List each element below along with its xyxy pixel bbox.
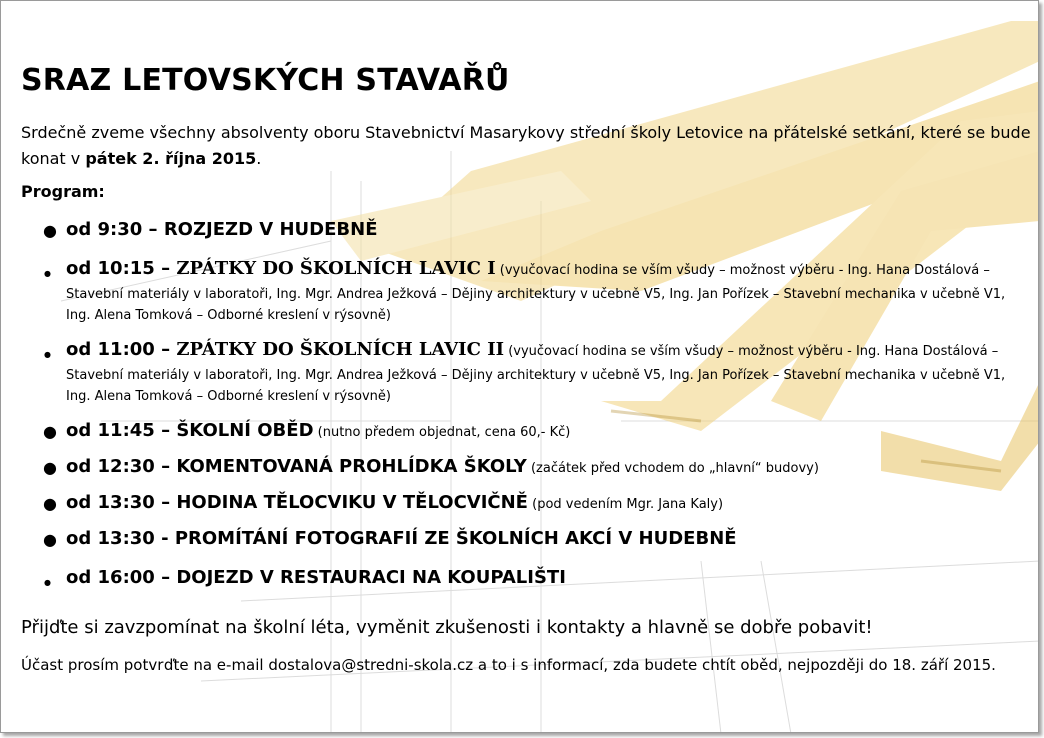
list-item [21, 563, 1026, 593]
program-item-title: od 13:30 – HODINA TĚLOCVIKU V TĚLOCVIČNĚ [66, 492, 528, 513]
page-title: SRAZ LETOVSKÝCH STAVAŘŮ [21, 63, 510, 98]
program-item-note: (vyučovací hodina se vším všudy – možnost výběru - Ing. Hana Dostálová – Stavební materiály v laboratoři, Ing. Mgr. Andrea Ježková – Dějiny architektury v učebně V5, Ing. Jan Pořízek – Stavební mechanika v učebně V1, Ing. Alena Tomková – Odborné kreslení v rýsovně) [66, 344, 1006, 404]
bullet-icon: ● [43, 458, 57, 477]
bullet-icon: ● [43, 221, 57, 240]
program-item-note: (začátek před vchodem do „hlavní“ budovy) [530, 461, 819, 476]
closing-sentence: Přijďte si zavzpomínat na školní léta, vyměnit zkušenosti i kontakty a hlavně se dobře pobavit! [21, 617, 873, 638]
program-item-note: (nutno předem objednat, cena 60,- Kč) [317, 425, 571, 440]
bullet-icon: ● [44, 578, 51, 587]
program-item-title: od 11:45 – ŠKOLNÍ OBĚD [66, 420, 314, 441]
list-item [21, 452, 1026, 482]
program-item-time: od 11:00 – [66, 339, 177, 360]
program-item-note: (pod vedením Mgr. Jana Kaly) [532, 497, 724, 512]
program-item-title: od 9:30 – ROZJEZD V HUDEBNĚ [66, 219, 378, 240]
program-item-title: ZPÁTKY DO ŠKOLNÍCH LAVIC I [176, 258, 496, 279]
bullet-icon: ● [43, 422, 57, 441]
program-item-title: od 13:30 - PROMÍTÁNÍ FOTOGRAFIÍ ZE ŠKOLNÍCH AKCÍ V HUDEBNĚ [66, 528, 737, 549]
bullet-icon: ● [44, 269, 51, 278]
rsvp-note: Účast prosím potvrďte na e-mail dostalova@stredni-skola.cz a to i s informací, zda budete chtít oběd, nejpozději do 18. září 2015. [21, 656, 996, 674]
program-item-title: ZPÁTKY DO ŠKOLNÍCH LAVIC II [176, 339, 505, 360]
intro-paragraph [21, 120, 1031, 172]
list-item [21, 416, 1026, 446]
bullet-icon: ● [43, 494, 57, 513]
list-item [21, 524, 1026, 554]
list-item [21, 254, 1026, 326]
invitation-content [1, 1, 1039, 733]
program-item-time: od 10:15 – [66, 258, 177, 279]
list-item [21, 488, 1026, 518]
bullet-icon: ● [43, 530, 57, 549]
list-item [21, 335, 1026, 407]
event-date: pátek 2. října 2015 [85, 149, 257, 168]
intro-text: Srdečně zveme všechny absolventy oboru Stavebnictví Masarykovy střední školy Letovice na přátelské setkání, které se bude konat v [21, 123, 1031, 168]
program-item-note: (vyučovací hodina se vším všudy – možnost výběru - Ing. Hana Dostálová – Stavební materiály v laboratoři, Ing. Mgr. Andrea Ježková – Dějiny architektury v učebně V5, Ing. Jan Pořízek – Stavební mechanika v učebně V1, Ing. Alena Tomková – Odborné kreslení v rýsovně) [66, 263, 1006, 323]
program-item-title: od 12:30 – KOMENTOVANÁ PROHLÍDKA ŠKOLY [66, 456, 527, 477]
bullet-icon: ● [44, 350, 51, 359]
list-item [21, 215, 1026, 245]
intro-end: . [256, 149, 262, 168]
program-item-title: od 16:00 – DOJEZD V RESTAURACI NA KOUPALIŠTI [66, 567, 566, 588]
program-heading: Program: [21, 182, 105, 201]
program-list [21, 215, 1026, 593]
